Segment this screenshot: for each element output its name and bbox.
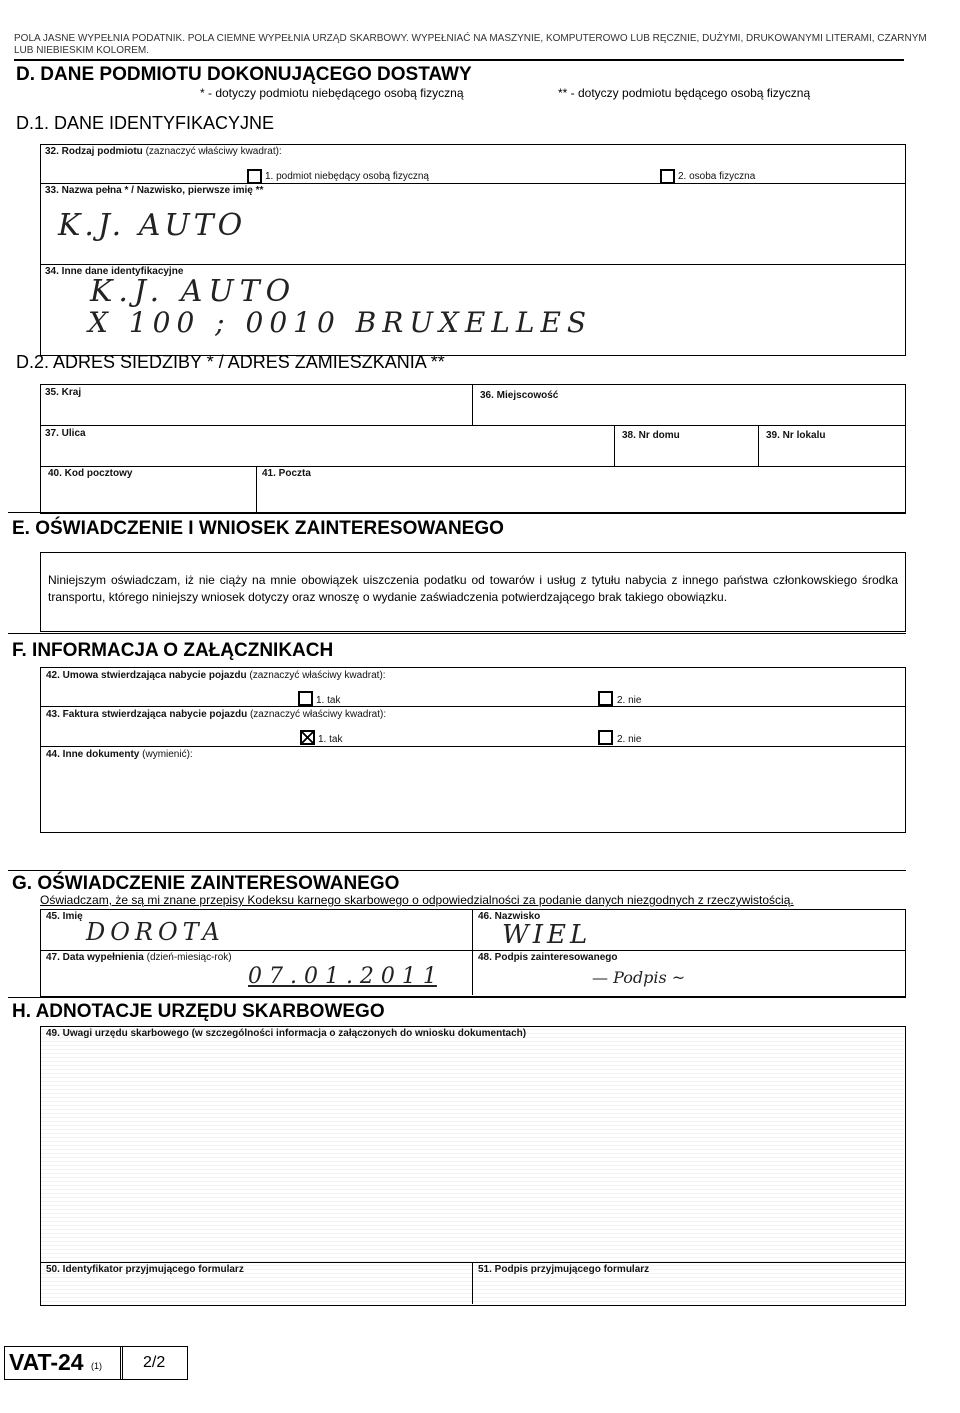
field-34-label: 34. Inne dane identyfikacyjne (45, 266, 184, 277)
signature-value[interactable]: — Podpis ~ (592, 968, 686, 987)
divider (40, 746, 906, 747)
top-rule (14, 59, 904, 61)
last-name-value[interactable]: WIEL (502, 920, 592, 950)
divider (472, 384, 473, 426)
section-h-title: H. ADNOTACJE URZĘDU SKARBOWEGO (12, 1001, 385, 1022)
field-40-label: 40. Kod pocztowy (48, 468, 133, 479)
note-natural-person: ** - dotyczy podmiotu będącego osobą fizyczną (558, 86, 811, 100)
divider (40, 183, 906, 184)
liability-statement: Oświadczam, że są mi znane przepisy Kodeksu karnego skarbowego o odpowiedzialności za podanie danych niezgodnych z rzeczywistością. (40, 893, 794, 907)
divider (8, 633, 906, 634)
contract-no-checkbox[interactable] (598, 691, 613, 706)
field-36-label: 36. Miejscowość (480, 390, 559, 401)
invoice-yes-label: 1. tak (318, 734, 343, 745)
field-45-label: 45. Imię (46, 911, 83, 922)
divider (40, 264, 906, 265)
section-d-title: D. DANE PODMIOTU DOKONUJĄCEGO DOSTAWY (16, 64, 472, 85)
invoice-no-checkbox[interactable] (598, 730, 613, 745)
field-35-label: 35. Kraj (45, 387, 82, 398)
field-41-label: 41. Poczta (262, 468, 311, 479)
divider (40, 706, 906, 707)
section-e-title: E. OŚWIADCZENIE I WNIOSEK ZAINTERESOWANEGO (12, 518, 504, 539)
declaration-text: Niniejszym oświadczam, iż nie ciąży na mnie obowiązek uiszczenia podatku od towarów i usług z tytułu nabycia z innego państwa członkowskiego środka transportu, którego niniejszy wniosek dotyczy oraz wnoszę o wydanie zaświadczenia potwierdzającego brak takiego obowiązku. (48, 573, 898, 604)
form-version: (1) (91, 1361, 102, 1371)
entity-type-legal-checkbox[interactable] (247, 169, 262, 184)
address-box (40, 384, 906, 514)
form-instructions: POLA JASNE WYPEŁNIA PODATNIK. POLA CIEMNE WYPEŁNIA URZĄD SKARBOWY. WYPEŁNIAĆ NA MASZYNIE, KOMPUTEROWO LUB RĘCZNIE, DUŻYMI, DRUKOWANYMI LITERAMI, CZARNYM LUB NIEBIESKIM KOLOREM. (14, 33, 927, 56)
field-32-label: 32. Rodzaj podmiotu (zaznaczyć właściwy kwadrat): (45, 146, 282, 157)
divider (256, 466, 257, 512)
invoice-no-label: 2. nie (617, 734, 642, 745)
field-43-label: 43. Faktura stwierdzająca nabycie pojazdu (zaznaczyć właściwy kwadrat): (46, 709, 387, 720)
field-51-label: 51. Podpis przyjmującego formularz (478, 1264, 650, 1275)
divider (8, 997, 906, 998)
field-48-label: 48. Podpis zainteresowanego (478, 952, 618, 963)
divider (8, 870, 906, 871)
entity-type-legal-label: 1. podmiot niebędący osobą fizyczną (265, 171, 429, 182)
entity-type-natural-checkbox[interactable] (660, 169, 675, 184)
note-legal-entity: * - dotyczy podmiotu niebędącego osobą fizyczną (200, 86, 464, 100)
field-33-label: 33. Nazwa pełna * / Nazwisko, pierwsze imię ** (45, 185, 264, 196)
entity-type-natural-label: 2. osoba fizyczna (678, 171, 756, 182)
section-g-title: G. OŚWIADCZENIE ZAINTERESOWANEGO (12, 873, 400, 894)
section-f-title: F. INFORMACJA O ZAŁĄCZNIKACH (12, 640, 334, 661)
contract-yes-checkbox[interactable] (298, 691, 313, 706)
divider (40, 950, 906, 951)
section-d2-title: D.2. ADRES SIEDZIBY * / ADRES ZAMIESZKANIA ** (16, 352, 445, 372)
page-number-box (120, 1346, 188, 1380)
field-39-label: 39. Nr lokalu (766, 430, 826, 441)
field-33-value[interactable]: K.J. AUTO (58, 208, 247, 243)
field-38-label: 38. Nr domu (622, 430, 680, 441)
field-34-line2[interactable]: X 100 ; 0010 BRUXELLES (88, 306, 593, 339)
contract-yes-label: 1. tak (316, 695, 341, 706)
contract-no-label: 2. nie (617, 695, 642, 706)
page-number: 2/2 (143, 1354, 166, 1371)
divider (472, 1262, 473, 1304)
divider (8, 512, 906, 513)
first-name-value[interactable]: DOROTA (86, 918, 225, 946)
field-37-label: 37. Ulica (45, 428, 86, 439)
divider (40, 1262, 906, 1263)
field-49-label: 49. Uwagi urzędu skarbowego (w szczególności informacja o załączonych do wniosku dokumentach) (46, 1028, 527, 1039)
field-34-line1[interactable]: K.J. AUTO (90, 274, 297, 309)
invoice-yes-checkbox[interactable] (300, 730, 315, 745)
divider (40, 425, 906, 426)
divider (758, 425, 759, 467)
form-code-box (4, 1346, 123, 1380)
date-value[interactable]: 0 7 . 0 1 . 2 0 1 1 (248, 964, 437, 989)
divider (614, 425, 615, 467)
form-code: VAT-24 (9, 1349, 84, 1375)
field-47-label: 47. Data wypełnienia (dzień-miesiąc-rok) (46, 952, 232, 963)
divider (40, 466, 906, 467)
field-50-label: 50. Identyfikator przyjmującego formularz (46, 1264, 244, 1275)
field-44-label: 44. Inne dokumenty (wymienić): (46, 749, 193, 760)
field-46-label: 46. Nazwisko (478, 911, 541, 922)
field-42-label: 42. Umowa stwierdzająca nabycie pojazdu (zaznaczyć właściwy kwadrat): (46, 670, 386, 681)
divider (472, 909, 473, 995)
section-d1-title: D.1. DANE IDENTYFIKACYJNE (16, 113, 275, 133)
